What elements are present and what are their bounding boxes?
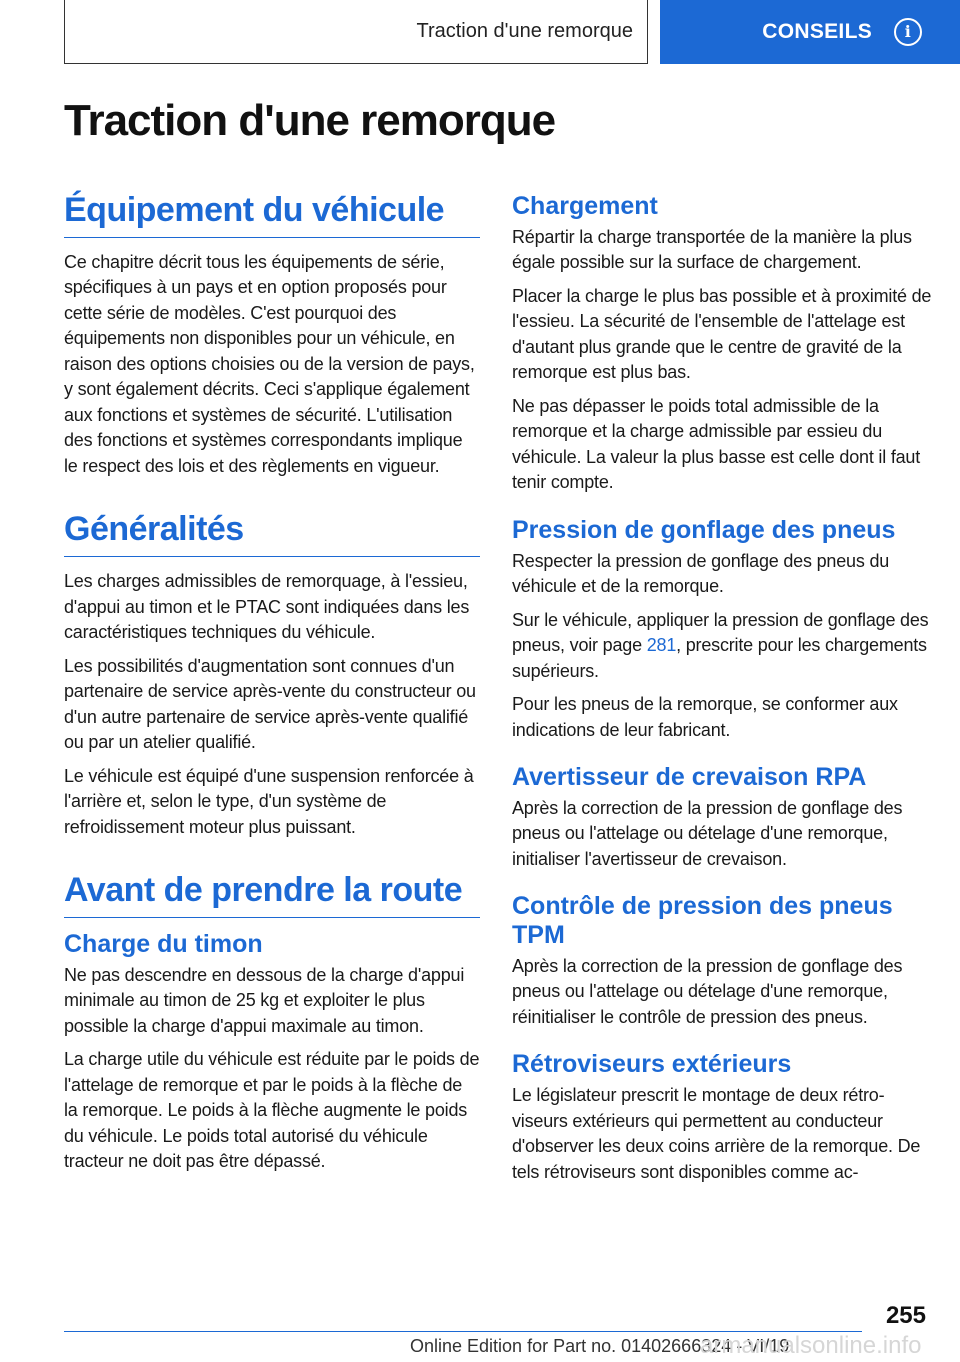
header-chapter-tab[interactable]	[660, 0, 960, 64]
heading-generalites: Généralités	[64, 509, 480, 557]
paragraph-generalites-3: Le véhicule est équipé d'une suspension renforcée à l'arrière et, selon le type, d'un système de refroidissement moteur plus puissant.	[64, 765, 474, 837]
heading-charge-timon: Charge du timon	[64, 929, 263, 958]
header-chapter-label: CONSEILS	[762, 20, 872, 43]
heading-retroviseurs: Rétroviseurs extérieurs	[512, 1050, 792, 1079]
page-number: 255	[885, 1302, 926, 1329]
paragraph-generalites-2: Les possibilités d'augmentation sont connues d'un partenaire de service après-vente du constructeur ou d'un autre partenaire de service après-vente qualifié ou par un atelier qualifié.	[64, 655, 476, 753]
footer-watermark: armanualsonline.info	[700, 1332, 922, 1359]
header-section-box	[64, 0, 648, 64]
paragraph-pression-2	[512, 608, 932, 685]
heading-rpa: Avertisseur de crevaison RPA	[512, 763, 867, 791]
paragraph-generalites-1: Les charges admissibles de remorquage, à l'essieu, d'appui au timon et le PTAC sont indiquées dans les caractéristiques techniques du véhicule.	[64, 571, 470, 643]
info-icon[interactable]: i	[894, 18, 922, 46]
right-column	[512, 192, 932, 1193]
paragraph-charge-timon-1: Ne pas descendre en dessous de la charge d'appui minimale au timon de 25 kg et exploiter le plus possible la charge d'appui maximale au timon.	[64, 964, 465, 1036]
footer-edition: Online Edition for Part no. 01402666324 - VI/19	[410, 1336, 790, 1356]
paragraph-tpm-1: Après la correction de la pression de gonflage des pneus ou l'attelage ou dételage d'une remorque, réinitialiser le contrôle de pression des pneus.	[512, 955, 903, 1027]
header-section-title: Traction d'une remorque	[416, 20, 633, 42]
pression-text-after: , prescrite pour les chargements supérieurs.	[512, 635, 927, 681]
heading-pression: Pression de gonflage des pneus	[512, 515, 896, 544]
paragraph-pression-3: Pour les pneus de la remorque, se conformer aux indications de leur fabricant.	[512, 694, 898, 740]
page-link-281[interactable]: 281	[646, 635, 677, 655]
paragraph-pression-1: Respecter la pression de gonflage des pneus du véhicule et de la remorque.	[512, 550, 890, 596]
paragraph-equipement-1: Ce chapitre décrit tous les équipements de série, spécifiques à un pays et en option proposés pour cette série de modèles. C'est pourquoi des équipements non disponibles pour un véhicule, en raison des options choisies ou de la version de pays, y sont également décrits. Ceci s'applique également aux fonctions et systèmes de sécurité. L'utilisation des fonctions et systèmes correspondants implique le respect des lois et des règlements en vigueur.	[64, 251, 475, 476]
heading-equipement: Équipement du véhicule	[64, 190, 480, 238]
left-column	[64, 190, 480, 1183]
paragraph-charge-timon-2: La charge utile du véhicule est réduite par le poids de l'attelage de remorque et par le poids à la flèche de la remorque. Le poids à la flèche augmente le poids du véhicule. Le poids total autorisé du véhicule tracteur ne doit pas être dépassé.	[64, 1049, 480, 1172]
paragraph-chargement-3: Ne pas dépasser le poids total admissible de la remorque et la charge admissible par essieu du véhicule. La valeur la plus basse est celle dont il faut tenir compte.	[512, 395, 921, 493]
pression-text-before: Sur le véhicule, appliquer la pression de gonflage des pneus, voir page	[512, 609, 929, 655]
heading-tpm: Contrôle de pression des pneus TPM	[512, 892, 893, 949]
heading-avant-route: Avant de prendre la route	[64, 870, 480, 918]
page-title: Traction d'une remorque	[64, 96, 556, 145]
paragraph-retroviseurs-1: Le législateur prescrit le montage de deux rétroviseurs extérieurs qui permettent au conducteur d'observer les deux coins arrière de la remorque. De tels rétroviseurs sont disponibles comme ac-	[512, 1085, 921, 1182]
heading-chargement: Chargement	[512, 192, 658, 220]
paragraph-rpa-1: Après la correction de la pression de gonflage des pneus ou l'attelage ou dételage d'une remorque, initialiser l'avertisseur de crevaison.	[512, 797, 903, 869]
paragraph-chargement-2: Placer la charge le plus bas possible et à proximité de l'essieu. La sécurité de l'ensemble de l'attelage est d'autant plus grande que le centre de gravité de la remorque est plus bas.	[512, 285, 932, 383]
paragraph-chargement-1: Répartir la charge transportée de la manière la plus égale possible sur la surface de chargement.	[512, 226, 912, 273]
